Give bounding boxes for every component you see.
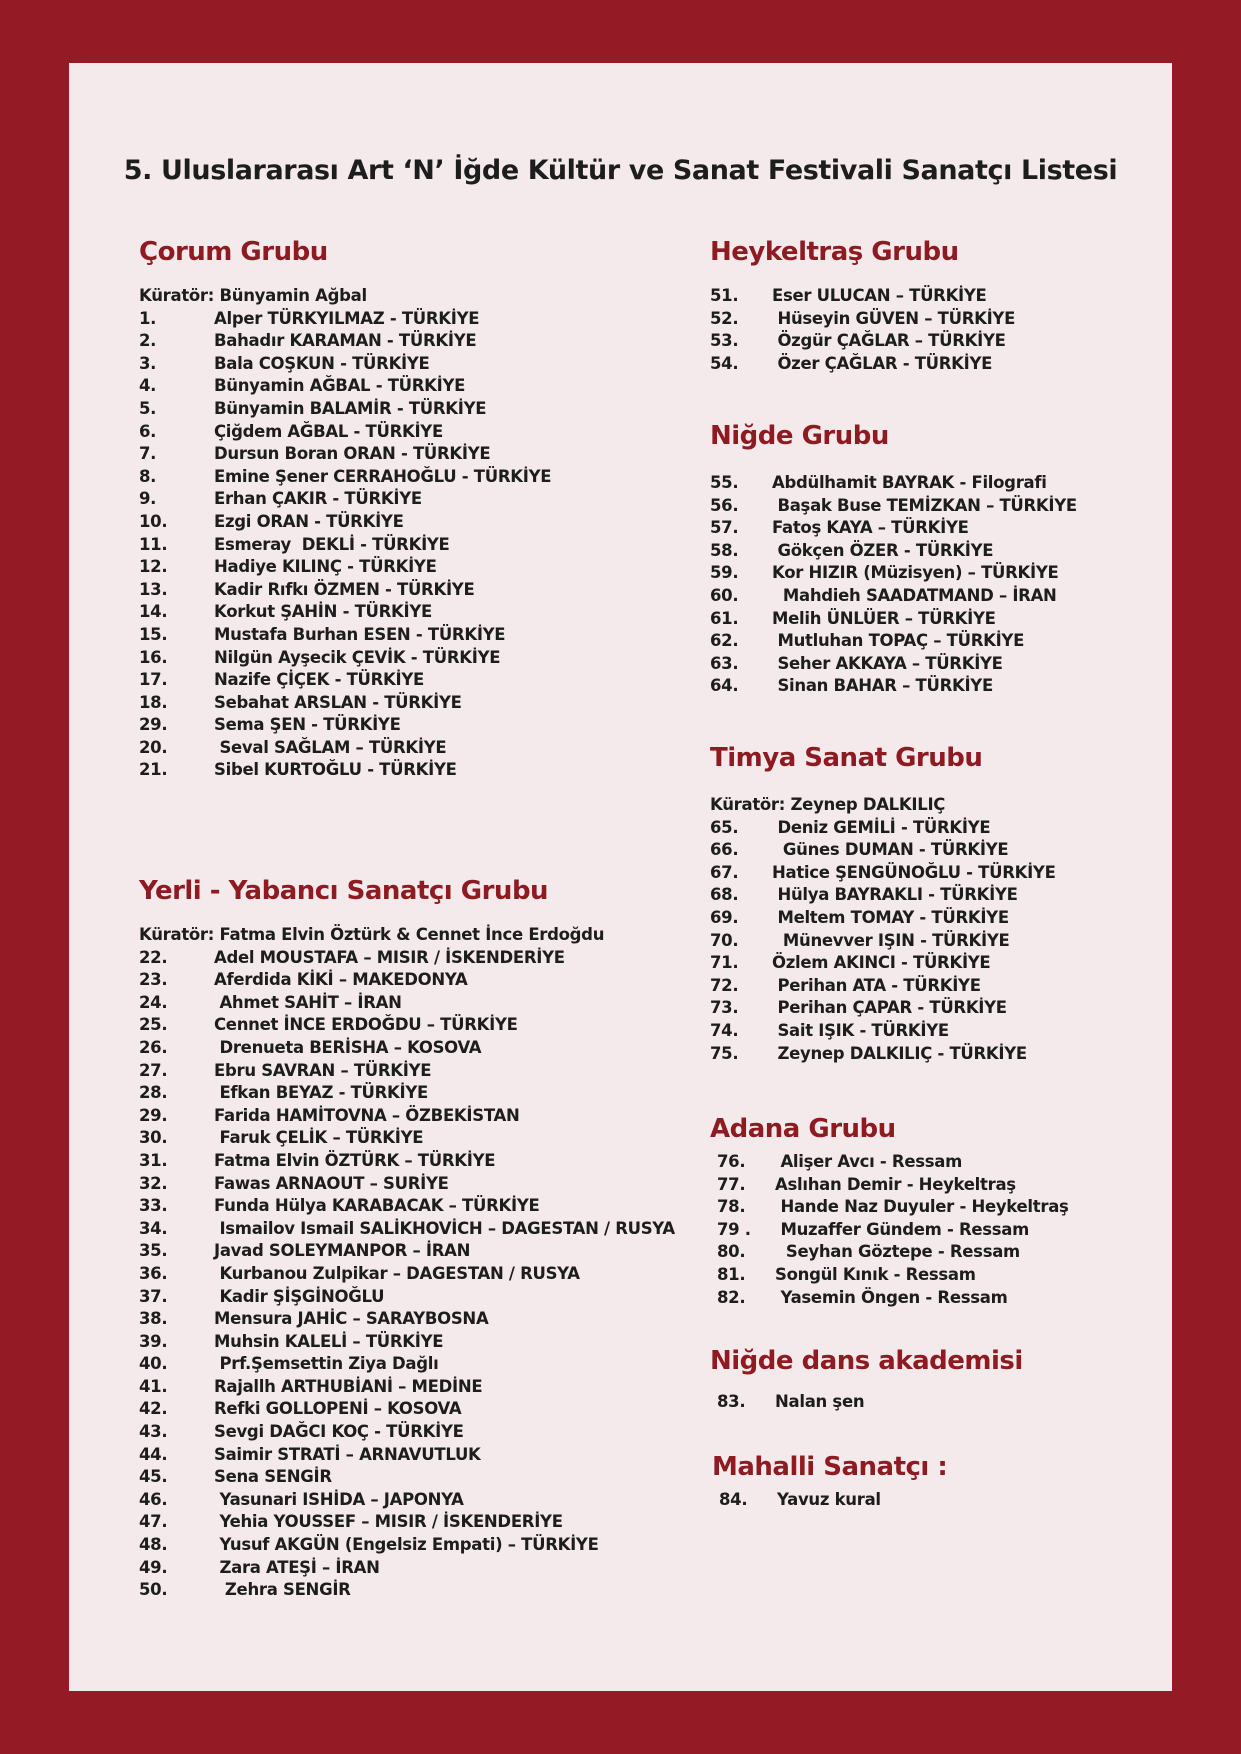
item-number: 35. (139, 1241, 168, 1261)
artist-list-item (710, 585, 1077, 608)
artist-name: Bünyamin AĞBAL - TÜRKİYE (214, 376, 466, 396)
artist-list (710, 285, 1015, 375)
artist-name: Abdülhamit BAYRAK - Filografi (772, 473, 1047, 492)
item-number: 18. (139, 692, 168, 712)
artist-name: Emine Şener CERRAHOĞLU - TÜRKİYE (214, 466, 552, 486)
artist-name: Faruk ÇELİK – TÜRKİYE (214, 1128, 424, 1148)
item-number: 60. (710, 585, 739, 605)
artist-name: Meltem TOMAY - TÜRKİYE (772, 907, 1009, 927)
artist-list-item (712, 1489, 947, 1512)
artist-name: Sinan BAHAR – TÜRKİYE (772, 676, 993, 696)
artist-list-item (139, 1308, 675, 1331)
item-number: 38. (139, 1309, 168, 1329)
artist-list-item (139, 1398, 675, 1421)
item-number: 28. (139, 1083, 168, 1103)
section-heading: Yerli - Yabancı Sanatçı Grubu (139, 876, 549, 906)
artist-list-item (139, 488, 551, 511)
artist-list-item (710, 1043, 1056, 1066)
item-number: 69. (710, 907, 739, 927)
artist-list-item (139, 421, 551, 444)
artist-list-item (139, 1353, 675, 1376)
artist-name: Günes DUMAN - TÜRKİYE (772, 840, 1009, 860)
artist-list-item (139, 947, 675, 970)
item-number: 48. (139, 1535, 168, 1555)
artist-name: Efkan BEYAZ - TÜRKİYE (214, 1083, 428, 1103)
artist-list-item (139, 1579, 675, 1602)
artist-list (139, 947, 675, 1602)
artist-name: Özlem AKINCI - TÜRKİYE (772, 953, 991, 973)
section-heading: Timya Sanat Grubu (710, 743, 983, 773)
artist-name: Sema ŞEN - TÜRKİYE (214, 715, 401, 735)
item-number: 67. (710, 862, 739, 882)
item-number: 78. (717, 1197, 746, 1217)
artist-list-item (139, 1082, 675, 1105)
section-heykeltras (710, 236, 1015, 375)
item-number: 3. (139, 353, 157, 373)
curator-line: Küratör: Zeynep DALKILIÇ (710, 795, 946, 814)
item-number: 10. (139, 511, 168, 531)
artist-list-item (139, 375, 551, 398)
item-number: 25. (139, 1015, 168, 1035)
artist-name: Fawas ARNAOUT – SURİYE (214, 1173, 449, 1193)
item-number: 82. (717, 1287, 746, 1307)
artist-list-item (710, 540, 1077, 563)
artist-list-item (139, 353, 551, 376)
item-number: 5. (139, 398, 157, 418)
artist-list-item (139, 759, 551, 782)
item-number: 7. (139, 444, 157, 464)
section-heading: Heykeltraş Grubu (710, 237, 959, 267)
item-number: 57. (710, 518, 739, 538)
artist-list-item (139, 1150, 675, 1173)
item-number: 32. (139, 1173, 168, 1193)
artist-name: Yasunari ISHİDA – JAPONYA (214, 1489, 464, 1509)
section-heading: Mahalli Sanatçı : (712, 1452, 948, 1482)
artist-name: Adel MOUSTAFA – MISIR / İSKENDERİYE (214, 947, 565, 967)
artist-name: Aferdida KİKİ – MAKEDONYA (214, 970, 468, 990)
item-number: 80. (717, 1242, 746, 1262)
item-number: 41. (139, 1376, 168, 1396)
item-number: 61. (710, 608, 739, 628)
item-number: 50. (139, 1580, 168, 1600)
section-timya (710, 742, 1056, 1065)
artist-list-item (139, 1173, 675, 1196)
item-number: 72. (710, 975, 739, 995)
artist-name: Seher AKKAYA – TÜRKİYE (772, 653, 1003, 673)
artist-name: Nilgün Ayşecik ÇEVİK - TÜRKİYE (214, 647, 501, 667)
artist-list (710, 1151, 1069, 1309)
artist-list-item (710, 562, 1077, 585)
item-number: 45. (139, 1467, 168, 1487)
artist-name: Hadiye KILINÇ - TÜRKİYE (214, 557, 437, 577)
artist-name: Saimir STRATİ – ARNAVUTLUK (214, 1444, 481, 1464)
item-number: 76. (717, 1152, 746, 1171)
artist-name: Muhsin KALELİ – TÜRKİYE (214, 1331, 444, 1351)
artist-list-item (710, 1196, 1069, 1219)
artist-list-item (710, 630, 1077, 653)
item-number: 73. (710, 998, 739, 1018)
artist-list-item (139, 1263, 675, 1286)
artist-name: Ezgi ORAN - TÜRKİYE (214, 511, 404, 531)
artist-name: Dursun Boran ORAN - TÜRKİYE (214, 444, 491, 464)
artist-list (710, 1391, 1023, 1414)
item-number: 49. (139, 1557, 168, 1577)
artist-name: Ismailov Ismail SALİKHOVİCH – DAGESTAN / RUSYA (214, 1218, 675, 1238)
artist-list-item (139, 1105, 675, 1128)
artist-list-item (710, 675, 1077, 698)
item-number: 44. (139, 1444, 168, 1464)
artist-list-item (710, 353, 1015, 376)
artist-name: Rajallh ARTHUBİANİ – MEDİNE (214, 1376, 483, 1396)
artist-name: Erhan ÇAKIR - TÜRKİYE (214, 489, 422, 509)
artist-list-item (139, 1376, 675, 1399)
artist-list-item (139, 669, 551, 692)
item-number: 29. (139, 715, 168, 735)
artist-list-item (139, 1421, 675, 1444)
section-heading: Niğde Grubu (710, 421, 889, 451)
artist-name: Bahadır KARAMAN - TÜRKİYE (214, 331, 477, 351)
artist-name: Nazife ÇİÇEK - TÜRKİYE (214, 670, 424, 690)
artist-name: Ebru SAVRAN – TÜRKİYE (214, 1060, 432, 1080)
artist-name: Javad SOLEYMANPOR – İRAN (214, 1241, 471, 1261)
artist-list-item (139, 1557, 675, 1580)
artist-name: Cennet İNCE ERDOĞDU – TÜRKİYE (214, 1015, 518, 1035)
item-number: 47. (139, 1512, 168, 1532)
section-heading: Niğde dans akademisi (710, 1346, 1023, 1376)
item-number: 52. (710, 308, 739, 328)
item-number: 40. (139, 1354, 168, 1374)
page-title: 5. Uluslararası Art ‘N’ İğde Kültür ve Sanat Festivali Sanatçı Listesi (123, 155, 1118, 186)
artist-list-item (139, 308, 551, 331)
artist-name: Alişer Avcı - Ressam (775, 1152, 962, 1171)
artist-name: Kadir ŞİŞGİNOĞLU (214, 1286, 385, 1306)
artist-list-item (710, 1241, 1069, 1264)
item-number: 4. (139, 376, 157, 396)
item-number: 9. (139, 489, 157, 509)
artist-name: Sena SENGİR (214, 1467, 332, 1487)
artist-list-item (139, 992, 675, 1015)
artist-name: Hüseyin GÜVEN – TÜRKİYE (772, 308, 1016, 328)
artist-name: Hatice ŞENGÜNOĞLU - TÜRKİYE (772, 862, 1056, 882)
artist-list-item (139, 1286, 675, 1309)
artist-name: Nalan şen (775, 1392, 865, 1411)
curator-line: Küratör: Bünyamin Ağbal (139, 286, 367, 305)
item-number: 70. (710, 930, 739, 950)
artist-list-item (139, 1511, 675, 1534)
item-number: 14. (139, 602, 168, 622)
artist-name: Kadir Rıfkı ÖZMEN - TÜRKİYE (214, 579, 475, 599)
artist-list-item (710, 907, 1056, 930)
artist-name: Refki GOLLOPENİ – KOSOVA (214, 1399, 462, 1419)
artist-list-item (710, 1020, 1056, 1043)
artist-list-item (139, 1195, 675, 1218)
artist-list-item (710, 1391, 1023, 1414)
item-number: 58. (710, 540, 739, 560)
artist-list-item (139, 1331, 675, 1354)
artist-name: Yavuz kural (777, 1490, 881, 1509)
item-number: 65. (710, 817, 739, 837)
artist-name: Özgür ÇAĞLAR – TÜRKİYE (772, 331, 1006, 351)
artist-list-item (139, 737, 551, 760)
item-number: 13. (139, 579, 168, 599)
artist-name: Perihan ÇAPAR - TÜRKİYE (772, 998, 1007, 1018)
item-number: 59. (710, 563, 739, 583)
artist-name: Seval SAĞLAM – TÜRKİYE (214, 737, 447, 757)
page-sheet (69, 63, 1172, 1691)
item-number: 24. (139, 992, 168, 1012)
item-number: 29. (139, 1105, 168, 1125)
artist-list-item (139, 1444, 675, 1467)
artist-list-item (139, 714, 551, 737)
item-number: 1. (139, 308, 157, 328)
section-corum (139, 236, 551, 782)
item-number: 12. (139, 557, 168, 577)
artist-name: Sevgi DAĞCI KOÇ - TÜRKİYE (214, 1422, 464, 1442)
artist-list-item (139, 398, 551, 421)
artist-name: Melih ÜNLÜER – TÜRKİYE (772, 608, 996, 628)
item-number: 54. (710, 353, 739, 373)
artist-list-item (139, 1037, 675, 1060)
section-yerli-yabanci (139, 875, 675, 1602)
item-number: 22. (139, 947, 168, 967)
artist-list-item (710, 1174, 1069, 1197)
artist-list-item (139, 624, 551, 647)
artist-name: Münevver IŞIN - TÜRKİYE (772, 930, 1010, 950)
artist-name: Fatoş KAYA – TÜRKİYE (772, 518, 969, 538)
section-nigde (710, 420, 1077, 698)
artist-list-item (710, 653, 1077, 676)
artist-name: Alper TÜRKYILMAZ - TÜRKİYE (214, 308, 480, 328)
artist-list-item (710, 884, 1056, 907)
artist-list-item (139, 556, 551, 579)
artist-name: Kurbanou Zulpikar – DAGESTAN / RUSYA (214, 1263, 580, 1283)
artist-list-item (710, 817, 1056, 840)
artist-name: Eser ULUCAN – TÜRKİYE (772, 286, 987, 305)
item-number: 84. (719, 1490, 748, 1509)
section-adana (710, 1113, 1069, 1309)
item-number: 63. (710, 653, 739, 673)
artist-list-item (710, 952, 1056, 975)
artist-name: Mutluhan TOPAÇ – TÜRKİYE (772, 631, 1025, 651)
artist-list-item (710, 472, 1077, 495)
artist-list-item (139, 692, 551, 715)
artist-name: Sebahat ARSLAN - TÜRKİYE (214, 692, 462, 712)
artist-list-item (710, 517, 1077, 540)
item-number: 2. (139, 331, 157, 351)
artist-name: Prf.Şemsettin Ziya Dağlı (214, 1354, 439, 1374)
item-number: 75. (710, 1043, 739, 1063)
item-number: 27. (139, 1060, 168, 1080)
artist-name: Fatma Elvin ÖZTÜRK – TÜRKİYE (214, 1150, 496, 1170)
artist-list-item (710, 1151, 1069, 1174)
artist-list-item (139, 443, 551, 466)
item-number: 16. (139, 647, 168, 667)
artist-name: Hande Naz Duyuler - Heykeltraş (775, 1197, 1069, 1217)
item-number: 42. (139, 1399, 168, 1419)
item-number: 64. (710, 676, 739, 696)
artist-name: Seyhan Göztepe - Ressam (775, 1242, 1020, 1262)
item-number: 37. (139, 1286, 168, 1306)
artist-list-item (710, 862, 1056, 885)
item-number: 74. (710, 1020, 739, 1040)
artist-name: Yasemin Öngen - Ressam (775, 1287, 1008, 1307)
item-number: 68. (710, 885, 739, 905)
item-number: 43. (139, 1422, 168, 1442)
artist-name: Deniz GEMİLİ - TÜRKİYE (772, 817, 991, 837)
item-number: 81. (717, 1264, 746, 1284)
section-mahalli (712, 1451, 947, 1512)
artist-name: Bünyamin BALAMİR - TÜRKİYE (214, 398, 487, 418)
artist-list-item (139, 1534, 675, 1557)
artist-list-item (710, 930, 1056, 953)
item-number: 79 . (717, 1219, 751, 1239)
artist-list-item (139, 1218, 675, 1241)
artist-list-item (139, 1466, 675, 1489)
artist-list (710, 472, 1077, 698)
section-heading: Çorum Grubu (139, 237, 328, 267)
artist-list (139, 308, 551, 782)
artist-name: Aslıhan Demir - Heykeltraş (775, 1174, 1016, 1194)
artist-name: Perihan ATA - TÜRKİYE (772, 975, 981, 995)
artist-name: Esmeray DEKLİ - TÜRKİYE (214, 534, 450, 554)
artist-list-item (710, 997, 1056, 1020)
artist-list (710, 817, 1056, 1066)
artist-name: Sait IŞIK - TÜRKİYE (772, 1020, 949, 1040)
item-number: 53. (710, 331, 739, 351)
item-number: 34. (139, 1218, 168, 1238)
item-number: 39. (139, 1331, 168, 1351)
artist-list-item (710, 330, 1015, 353)
artist-list-item (710, 975, 1056, 998)
artist-list-item (139, 1489, 675, 1512)
item-number: 56. (710, 495, 739, 515)
artist-name: Zara ATEŞİ – İRAN (214, 1557, 380, 1577)
artist-name: Songül Kınık - Ressam (775, 1264, 976, 1284)
artist-name: Muzaffer Gündem - Ressam (775, 1219, 1030, 1239)
artist-list-item (139, 647, 551, 670)
artist-list-item (710, 285, 1015, 308)
artist-list-item (710, 1287, 1069, 1310)
artist-name: Farida HAMİTOVNA – ÖZBEKİSTAN (214, 1105, 520, 1125)
item-number: 21. (139, 760, 168, 780)
artist-name: Çiğdem AĞBAL - TÜRKİYE (214, 421, 443, 441)
artist-name: Kor HIZIR (Müzisyen) – TÜRKİYE (772, 563, 1059, 583)
artist-name: Özer ÇAĞLAR - TÜRKİYE (772, 353, 993, 373)
item-number: 36. (139, 1263, 168, 1283)
artist-list-item (710, 1219, 1069, 1242)
item-number: 51. (710, 286, 739, 305)
artist-name: Drenueta BERİSHA – KOSOVA (214, 1037, 482, 1057)
artist-list (712, 1489, 947, 1512)
item-number: 71. (710, 953, 739, 973)
artist-list-item (139, 1127, 675, 1150)
item-number: 11. (139, 534, 168, 554)
item-number: 83. (717, 1392, 746, 1411)
artist-list-item (139, 969, 675, 992)
artist-name: Gökçen ÖZER - TÜRKİYE (772, 540, 994, 560)
item-number: 15. (139, 624, 168, 644)
artist-list-item (139, 330, 551, 353)
artist-name: Mustafa Burhan ESEN - TÜRKİYE (214, 624, 506, 644)
artist-list-item (710, 608, 1077, 631)
artist-list-item (710, 308, 1015, 331)
artist-name: Yusuf AKGÜN (Engelsiz Empati) – TÜRKİYE (214, 1535, 599, 1555)
item-number: 30. (139, 1128, 168, 1148)
artist-name: Funda Hülya KARABACAK – TÜRKİYE (214, 1196, 540, 1216)
artist-name: Hülya BAYRAKLI - TÜRKİYE (772, 885, 1018, 905)
artist-name: Zeynep DALKILIÇ - TÜRKİYE (772, 1043, 1027, 1063)
item-number: 17. (139, 670, 168, 690)
artist-name: Başak Buse TEMİZKAN – TÜRKİYE (772, 495, 1077, 515)
item-number: 8. (139, 466, 157, 486)
artist-list-item (139, 1060, 675, 1083)
item-number: 6. (139, 421, 157, 441)
artist-list-item (139, 579, 551, 602)
item-number: 26. (139, 1037, 168, 1057)
item-number: 55. (710, 473, 739, 492)
item-number: 77. (717, 1174, 746, 1194)
section-nigde-dans (710, 1345, 1023, 1414)
artist-name: Mensura JAHİC – SARAYBOSNA (214, 1309, 489, 1329)
artist-list-item (710, 495, 1077, 518)
curator-line: Küratör: Fatma Elvin Öztürk & Cennet İnce Erdoğdu (139, 925, 605, 944)
artist-name: Sibel KURTOĞLU - TÜRKİYE (214, 760, 457, 780)
section-heading: Adana Grubu (710, 1114, 896, 1144)
artist-list-item (139, 601, 551, 624)
item-number: 46. (139, 1489, 168, 1509)
artist-list-item (139, 511, 551, 534)
artist-list-item (710, 1264, 1069, 1287)
artist-list-item (139, 1240, 675, 1263)
artist-list-item (139, 466, 551, 489)
artist-name: Bala COŞKUN - TÜRKİYE (214, 353, 430, 373)
item-number: 31. (139, 1150, 168, 1170)
artist-list-item (139, 534, 551, 557)
artist-list-item (710, 839, 1056, 862)
artist-name: Yehia YOUSSEF – MISIR / İSKENDERİYE (214, 1512, 563, 1532)
item-number: 33. (139, 1196, 168, 1216)
item-number: 23. (139, 970, 168, 990)
artist-list-item (139, 1014, 675, 1037)
artist-name: Ahmet SAHİT – İRAN (214, 992, 402, 1012)
artist-name: Korkut ŞAHİN - TÜRKİYE (214, 602, 432, 622)
artist-name: Zehra SENGİR (214, 1580, 351, 1600)
artist-name: Mahdieh SAADATMAND – İRAN (772, 585, 1057, 605)
item-number: 20. (139, 737, 168, 757)
item-number: 62. (710, 631, 739, 651)
item-number: 66. (710, 840, 739, 860)
